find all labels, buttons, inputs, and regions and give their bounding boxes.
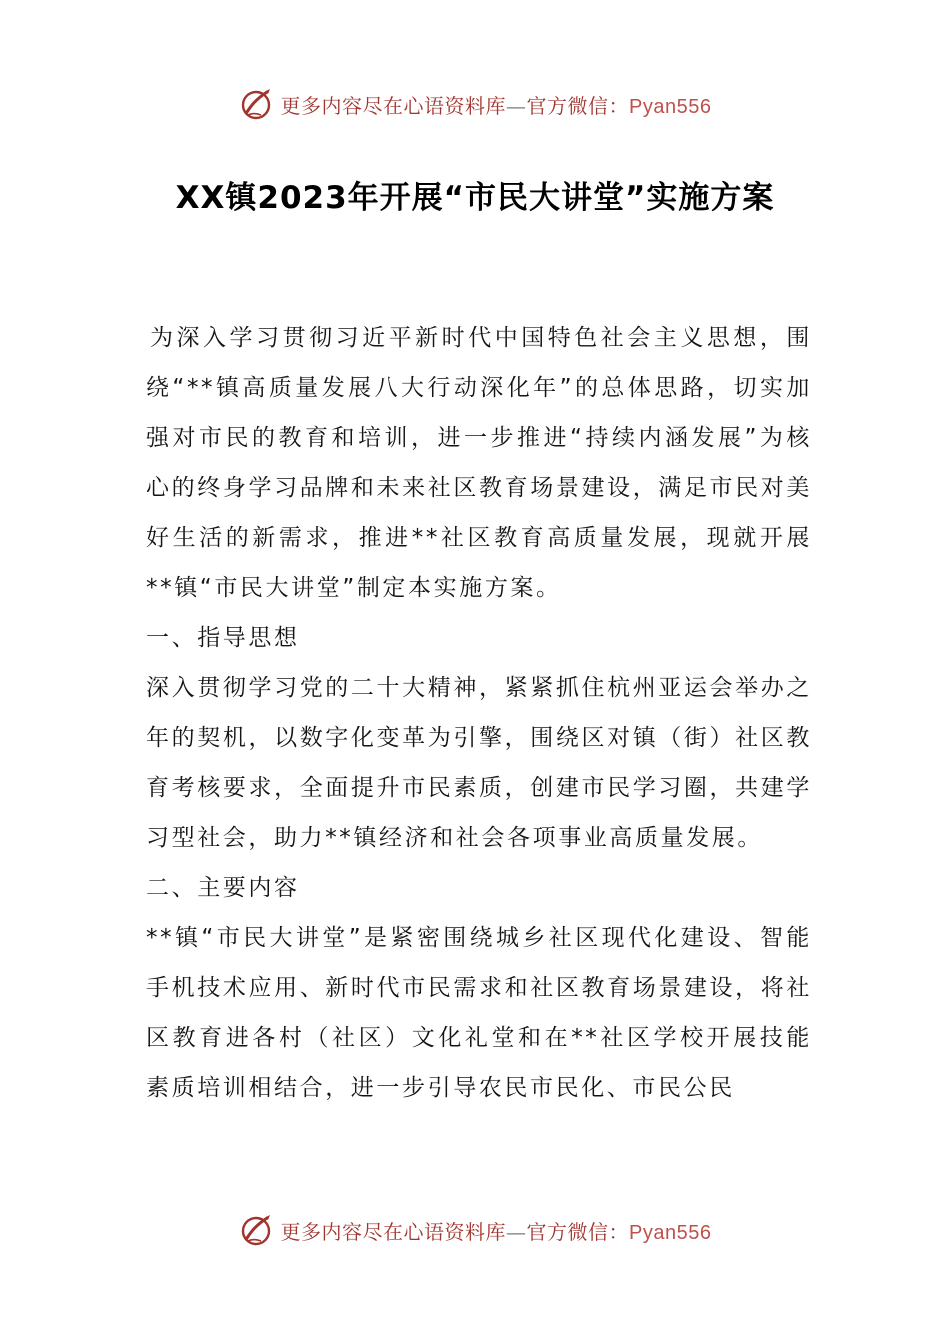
- section-paragraph-main-content: **镇“市民大讲堂”是紧密围绕城乡社区现代化建设、智能手机技术应用、新时代市民需求和社区教育场景建设，将社区教育进各村（社区）文化礼堂和在**社区学校开展技能素质培训相结合，进一步引导农民市民化、市民公民: [146, 925, 812, 1101]
- watermark-text: [281, 90, 712, 119]
- section-paragraph-guiding-ideology: 深入贯彻学习党的二十大精神，紧紧抓住杭州亚运会举办之年的契机，以数字化变革为引擎，围绕区对镇（街）社区教育考核要求，全面提升市民素质，创建市民学习圈，共建学习型社会，助力**镇经济和社会各项事业高质量发展。: [146, 675, 812, 851]
- pen-circle-logo-icon: [239, 1212, 275, 1248]
- watermark-separator: —: [506, 1219, 527, 1244]
- section-heading-guiding-ideology: 一、指导思想: [146, 625, 300, 651]
- intro-paragraph: 为深入学习贯彻习近平新时代中国特色社会主义思想，围绕“**镇高质量发展八大行动深化年”的总体思路，切实加强对市民的教育和培训，进一步推进“持续内涵发展”为核心的终身学习品牌和未来社区教育场景建设，满足市民对美好生活的新需求，推进**社区教育高质量发展，现就开展**镇“市民大讲堂”制定本实施方案。: [146, 325, 812, 601]
- watermark-contact-label: 官方微信：: [526, 1219, 630, 1244]
- watermark-brand: 更多内容尽在心语资料库: [280, 1219, 507, 1244]
- document-body: [146, 313, 812, 1113]
- watermark-brand: 更多内容尽在心语资料库: [280, 93, 507, 118]
- watermark-text: [281, 1216, 712, 1245]
- watermark-separator: —: [506, 93, 527, 118]
- pen-circle-logo-icon: [239, 86, 275, 122]
- section-heading-main-content: 二、主要内容: [146, 875, 300, 901]
- watermark-footer: [0, 1208, 950, 1252]
- watermark-contact-label: 官方微信：: [526, 93, 630, 118]
- document-title: XX镇2023年开展“市民大讲堂”实施方案: [175, 180, 775, 216]
- watermark-header: [0, 82, 950, 126]
- watermark-contact-id: Pyan556: [629, 1221, 712, 1244]
- watermark-contact-id: Pyan556: [629, 95, 712, 118]
